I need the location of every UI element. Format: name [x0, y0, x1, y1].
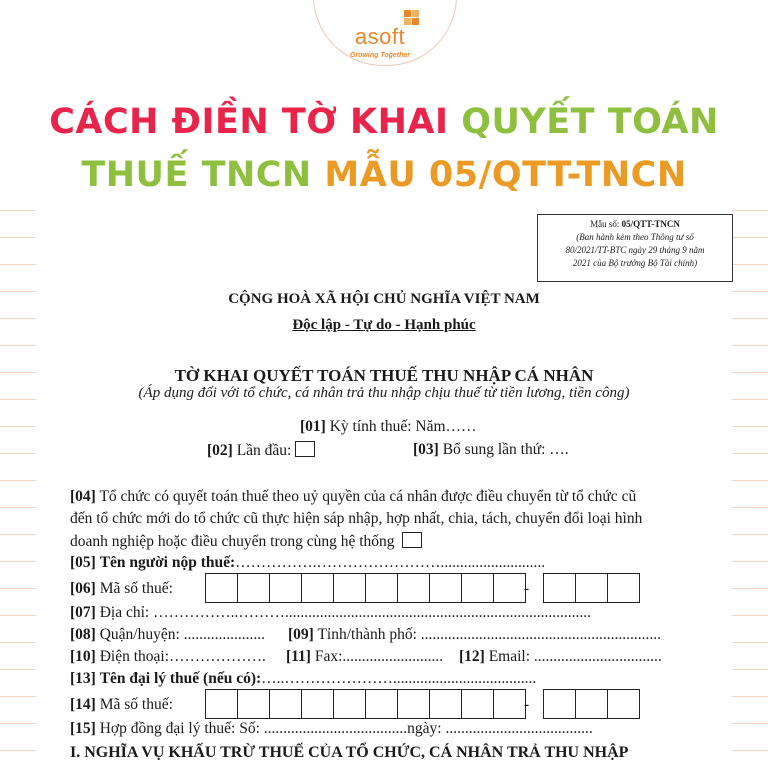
- ruling-line: [732, 237, 768, 238]
- ruling-line: [732, 561, 768, 562]
- field-07: [70, 604, 591, 622]
- field-01-code: [01]: [300, 418, 326, 435]
- tax-code-box[interactable]: [397, 573, 430, 603]
- ruling-line: [732, 507, 768, 508]
- field-04-line-1: [70, 488, 636, 506]
- agent-tax-code-box[interactable]: [429, 689, 462, 719]
- headline-green-text-2: THUẾ TNCN: [81, 155, 312, 195]
- field-01: [300, 418, 477, 436]
- ruling-line: [732, 588, 768, 589]
- form-note-3: 2021 của Bộ trưởng Bộ Tài chính): [572, 258, 698, 268]
- agent-tax-code-box[interactable]: [493, 689, 526, 719]
- document-title: TỜ KHAI QUYẾT TOÁN THUẾ THU NHẬP CÁ NHÂN: [174, 366, 594, 385]
- ruling-line: [0, 696, 36, 697]
- tax-agent-name-field[interactable]: …..………………….....................................: [261, 670, 537, 687]
- ruling-line: [0, 426, 36, 427]
- field-06-code: [06]: [70, 580, 96, 597]
- agent-tax-code-boxes[interactable]: [205, 689, 525, 719]
- field-10: [70, 648, 266, 666]
- field-13-label: Tên đại lý thuế (nếu có):: [99, 670, 262, 687]
- ruling-line: [732, 642, 768, 643]
- agent-tax-code-suffix-box[interactable]: [543, 689, 576, 719]
- field-15: [70, 720, 593, 738]
- tax-code-suffix-boxes[interactable]: [543, 573, 639, 603]
- field-15-code: [15]: [70, 720, 96, 737]
- ruling-line: [0, 669, 36, 670]
- field-12-code: [12]: [459, 648, 485, 665]
- agent-tax-code-box[interactable]: [365, 689, 398, 719]
- first-time-checkbox[interactable]: [295, 441, 315, 457]
- field-10-code: [10]: [70, 648, 96, 665]
- agent-tax-code-suffix-box[interactable]: [607, 689, 640, 719]
- ruling-line: [0, 210, 36, 211]
- ruling-line: [732, 210, 768, 211]
- field-03: [413, 441, 569, 459]
- field-14-code: [14]: [70, 696, 96, 713]
- ruling-line: [732, 426, 768, 427]
- form-code-line: [538, 218, 732, 231]
- ruling-line: [732, 615, 768, 616]
- field-07-code: [07]: [70, 604, 96, 621]
- ruling-line: [0, 561, 36, 562]
- tax-code-box[interactable]: [333, 573, 366, 603]
- field-14-label: Mã số thuế:: [99, 696, 173, 713]
- field-02-text: Lần đầu:: [236, 442, 292, 459]
- ruling-line: [732, 723, 768, 724]
- tax-code-box[interactable]: [461, 573, 494, 603]
- form-note-2: 80/2021/TT-BTC ngày 29 tháng 9 năm: [565, 245, 705, 255]
- agent-tax-code-separator: -: [524, 696, 530, 713]
- fax-field[interactable]: Fax:..........................: [314, 648, 444, 665]
- phone-field[interactable]: Điện thoại:……………….: [99, 648, 266, 665]
- agent-tax-code-box[interactable]: [397, 689, 430, 719]
- ruling-line: [0, 642, 36, 643]
- district-field[interactable]: Quận/huyện: .....................: [99, 626, 266, 643]
- nation-heading: CỘNG HOÀ XÃ HỘI CHỦ NGHĨA VIỆT NAM: [228, 291, 540, 307]
- ruling-line: [732, 696, 768, 697]
- ruling-line: [732, 750, 768, 751]
- taxpayer-name-field[interactable]: …………….……………………...........................: [235, 554, 546, 571]
- agent-tax-code-box[interactable]: [237, 689, 270, 719]
- ruling-line: [0, 507, 36, 508]
- email-field[interactable]: Email: .................................: [488, 648, 662, 665]
- ruling-line: [0, 453, 36, 454]
- field-03-code: [03]: [413, 441, 439, 458]
- field-12: [459, 648, 662, 666]
- field-04-text-1: Tổ chức có quyết toán thuế theo uỷ quyền của cá nhân được điều chuyển từ tổ chức cũ: [99, 488, 637, 505]
- tax-code-box[interactable]: [493, 573, 526, 603]
- agent-tax-code-suffix-boxes[interactable]: [543, 689, 639, 719]
- headline-line-1: [0, 102, 768, 142]
- ruling-line: [0, 588, 36, 589]
- field-11: [286, 648, 443, 666]
- motto: Độc lập - Tự do - Hạnh phúc: [292, 317, 476, 333]
- field-14: [70, 696, 173, 714]
- brand-tagline: Growing Together: [349, 52, 411, 59]
- field-11-code: [11]: [286, 648, 311, 665]
- headline-orange-text: MẪU 05/QTT-TNCN: [324, 155, 687, 195]
- ruling-line: [732, 264, 768, 265]
- field-13: [70, 670, 536, 688]
- tax-code-box[interactable]: [237, 573, 270, 603]
- field-06: [70, 580, 173, 598]
- agent-tax-code-box[interactable]: [333, 689, 366, 719]
- headline-line-2: [0, 155, 768, 195]
- field-02: [207, 441, 315, 460]
- field-04-text-2: đến tổ chức mới do tổ chức cũ thực hiện sáp nhập, hợp nhất, chia, tách, chuyển đổi loại hình: [70, 510, 643, 527]
- tax-code-box[interactable]: [205, 573, 238, 603]
- province-field[interactable]: Tỉnh/thành phố: ..............................................................: [317, 626, 662, 643]
- brand-name: asoft: [354, 24, 406, 49]
- address-field[interactable]: Địa chỉ: ……………..………...............................................................................: [99, 604, 591, 621]
- field-13-code: [13]: [70, 670, 96, 687]
- ruling-line: [0, 750, 36, 751]
- headline-green-text: QUYẾT TOÁN: [461, 102, 719, 142]
- field-04-code: [04]: [70, 488, 96, 505]
- form-note-1: (Ban hành kèm theo Thông tư số: [576, 232, 694, 242]
- field-02-code: [02]: [207, 442, 233, 459]
- tax-code-box[interactable]: [301, 573, 334, 603]
- ruling-line: [732, 345, 768, 346]
- agent-tax-code-box[interactable]: [269, 689, 302, 719]
- ruling-line: [732, 534, 768, 535]
- form-code: 05/QTT-TNCN: [621, 219, 680, 229]
- ruling-line: [732, 453, 768, 454]
- field-05: [70, 554, 545, 572]
- agent-tax-code-box[interactable]: [301, 689, 334, 719]
- field-05-label: Tên người nộp thuế:: [99, 554, 236, 571]
- agent-contract-field[interactable]: Hợp đồng đại lý thuế: Số: .....................................ngày: ......................................: [99, 720, 593, 737]
- section-1-heading: I. NGHĨA VỤ KHẤU TRỪ THUẾ CỦA TỔ CHỨC, CÁ NHÂN TRẢ THU NHẬP: [70, 744, 629, 761]
- field-04-line-3: [70, 532, 422, 551]
- agent-tax-code-suffix-box[interactable]: [575, 689, 608, 719]
- ruling-line: [0, 480, 36, 481]
- field-09-code: [09]: [288, 626, 314, 643]
- document-subtitle: (Áp dụng đối với tổ chức, cá nhân trả thu nhập chịu thuế từ tiền lương, tiền công): [138, 385, 630, 401]
- tax-code-separator: -: [524, 580, 530, 597]
- field-08: [70, 626, 265, 644]
- tax-code-box[interactable]: [429, 573, 462, 603]
- tax-code-suffix-box[interactable]: [543, 573, 576, 603]
- ruling-line: [0, 723, 36, 724]
- field-03-text: Bổ sung lần thứ: ….: [442, 441, 569, 458]
- ruling-line: [0, 237, 36, 238]
- agent-tax-code-box[interactable]: [205, 689, 238, 719]
- headline-red-text: CÁCH ĐIỀN TỜ KHAI: [49, 102, 449, 142]
- ruling-line: [732, 669, 768, 670]
- tax-code-box[interactable]: [269, 573, 302, 603]
- agent-tax-code-box[interactable]: [461, 689, 494, 719]
- tax-code-suffix-box[interactable]: [607, 573, 640, 603]
- ruling-line: [0, 264, 36, 265]
- authorized-settlement-checkbox[interactable]: [402, 532, 422, 548]
- form-template-box: [537, 214, 733, 282]
- field-09: [288, 626, 661, 644]
- ruling-line: [0, 345, 36, 346]
- field-04-text-3: doanh nghiệp hoặc điều chuyển trong cùng hệ thống: [70, 533, 395, 550]
- tax-code-box[interactable]: [365, 573, 398, 603]
- field-06-label: Mã số thuế:: [99, 580, 173, 597]
- tax-code-boxes[interactable]: [205, 573, 525, 603]
- tax-code-suffix-box[interactable]: [575, 573, 608, 603]
- field-08-code: [08]: [70, 626, 96, 643]
- field-05-code: [05]: [70, 554, 96, 571]
- ruling-line: [0, 534, 36, 535]
- ruling-line: [0, 615, 36, 616]
- field-01-text: Kỳ tính thuế: Năm……: [329, 418, 477, 435]
- ruling-line: [732, 480, 768, 481]
- form-code-label: Mẫu số:: [590, 219, 620, 229]
